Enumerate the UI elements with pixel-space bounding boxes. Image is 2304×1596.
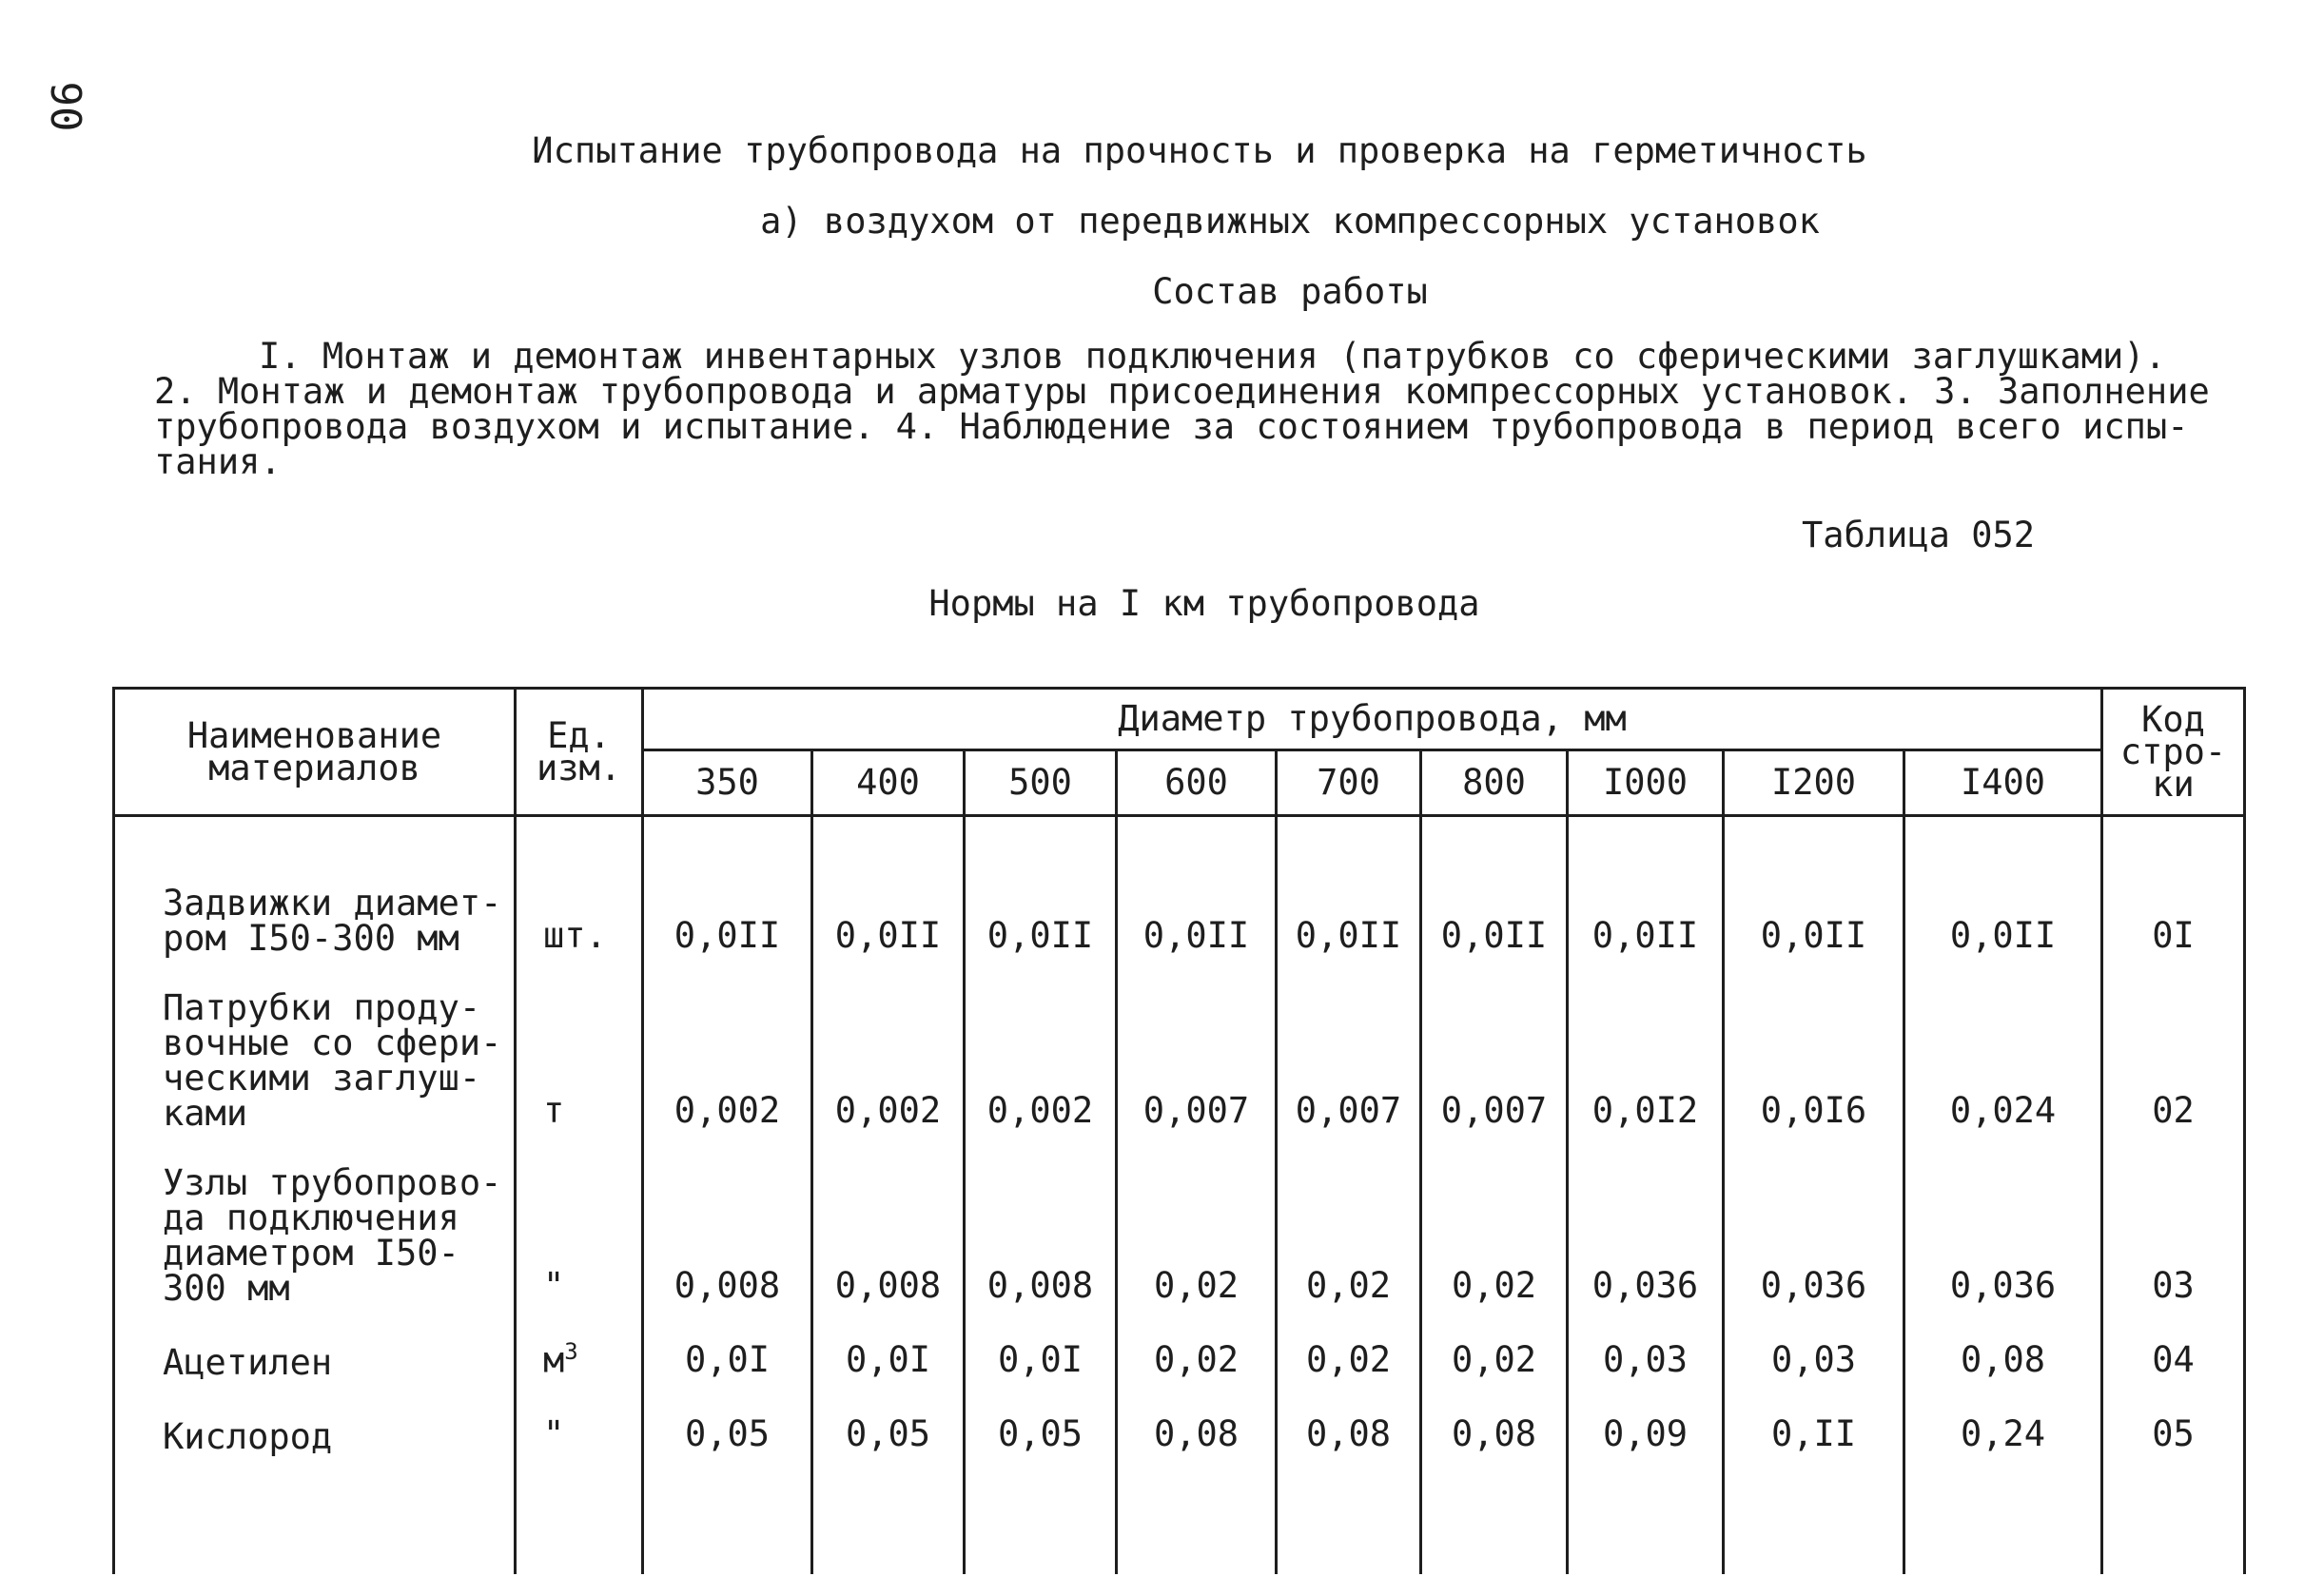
table-row [114,1312,2245,1386]
value-cell: 0,0I [643,1312,812,1386]
value-cell: 0,0II [1277,851,1421,962]
table-row [114,962,2245,1137]
header-diameter-value: 350 [643,750,812,816]
work-description: I. Монтаж и демонтаж инвентарных узлов подключения (патрубков со сферическими заглушками). 2. Монтаж и демонтаж трубопровода и арматуры присоединения компрессорных установок. 3. Заполнение трубопровода воздухом и испытание. 4. Наблюдение за состоянием трубопровода в период всего испы- тания. [154,336,2210,482]
document-subtitle: а) воздухом от передвижных компрессорных установок [760,201,1820,242]
value-cell: 0,0II [1568,851,1724,962]
header-name: Наименование материалов [114,689,516,816]
value-cell: 0,08 [1421,1386,1568,1460]
value-cell: 0,036 [1904,1137,2102,1312]
value-cell: 0,008 [643,1137,812,1312]
header-diameter-value: 600 [1117,750,1277,816]
page-number: 90 [41,81,89,132]
value-cell: 0,08 [1117,1386,1277,1460]
value-cell: 0,II [1724,1386,1904,1460]
unit-cell: $м^3$ [516,1312,643,1386]
value-cell: 0,02 [1117,1312,1277,1386]
value-cell: 0,09 [1568,1386,1724,1460]
unit-cell: " [516,1137,643,1312]
header-code: Код стро- ки [2102,689,2245,816]
value-cell: 0,08 [1277,1386,1421,1460]
material-name: Кислород [114,1386,516,1460]
row-code: 0I [2102,851,2245,962]
table-row [114,851,2245,962]
value-cell: 0,0I6 [1724,962,1904,1137]
value-cell: 0,002 [965,962,1117,1137]
value-cell: 0,02 [1421,1137,1568,1312]
unit-superscript: 3 [564,1337,578,1365]
value-cell: 0,024 [1904,962,2102,1137]
value-cell: 0,007 [1277,962,1421,1137]
value-cell: 0,03 [1724,1312,1904,1386]
value-cell: 0,0II [1904,851,2102,962]
value-cell: 0,036 [1568,1137,1724,1312]
value-cell: 0,05 [965,1386,1117,1460]
value-cell: 0,02 [1117,1137,1277,1312]
value-cell: 0,0II [1421,851,1568,962]
value-cell: 0,0I [812,1312,965,1386]
material-name: Ацетилен [114,1312,516,1386]
material-name: Узлы трубопрово- да подключения диаметром I50- 300 мм [114,1137,516,1312]
row-code: 03 [2102,1137,2245,1312]
value-cell: 0,02 [1277,1312,1421,1386]
unit-cell: " [516,1386,643,1460]
norms-table [112,687,2246,1574]
document-title: Испытание трубопровода на прочность и проверка на герметичность [532,130,1867,171]
value-cell: 0,02 [1277,1137,1421,1312]
header-diameter-value: 800 [1421,750,1568,816]
value-cell: 0,002 [812,962,965,1137]
table-row [114,1386,2245,1460]
value-cell: 0,008 [812,1137,965,1312]
row-code: 05 [2102,1386,2245,1460]
material-name: Патрубки проду- вочные со сфери- ческими заглуш- ками [114,962,516,1137]
table-caption: Нормы на I км трубопровода [928,583,1480,624]
header-diameter-value: I400 [1904,750,2102,816]
table-row [114,1137,2245,1312]
value-cell: 0,05 [812,1386,965,1460]
row-code: 04 [2102,1312,2245,1386]
value-cell: 0,0II [643,851,812,962]
value-cell: 0,008 [965,1137,1117,1312]
value-cell: 0,0II [965,851,1117,962]
table-label: Таблица 052 [1802,515,2036,555]
header-diameter-value: 500 [965,750,1117,816]
value-cell: 0,24 [1904,1386,2102,1460]
header-diameter-value: 700 [1277,750,1421,816]
section-title: Состав работы [1152,271,1428,312]
value-cell: 0,007 [1421,962,1568,1137]
value-cell: 0,03 [1568,1312,1724,1386]
value-cell: 0,0II [812,851,965,962]
material-name: Задвижки диамет- ром I50-300 мм [114,851,516,962]
header-diameter-value: I000 [1568,750,1724,816]
header-diameter-value: I200 [1724,750,1904,816]
unit-cell: шт. [516,851,643,962]
value-cell: 0,05 [643,1386,812,1460]
value-cell: 0,0II [1117,851,1277,962]
unit-cell: т [516,962,643,1137]
row-code: 02 [2102,962,2245,1137]
header-diameter: Диаметр трубопровода, мм [643,689,2102,750]
value-cell: 0,02 [1421,1312,1568,1386]
value-cell: 0,036 [1724,1137,1904,1312]
value-cell: 0,08 [1904,1312,2102,1386]
value-cell: 0,002 [643,962,812,1137]
value-cell: 0,0II [1724,851,1904,962]
header-diameter-value: 400 [812,750,965,816]
value-cell: 0,0I [965,1312,1117,1386]
header-unit: Ед. изм. [516,689,643,816]
value-cell: 0,0I2 [1568,962,1724,1137]
value-cell: 0,007 [1117,962,1277,1137]
